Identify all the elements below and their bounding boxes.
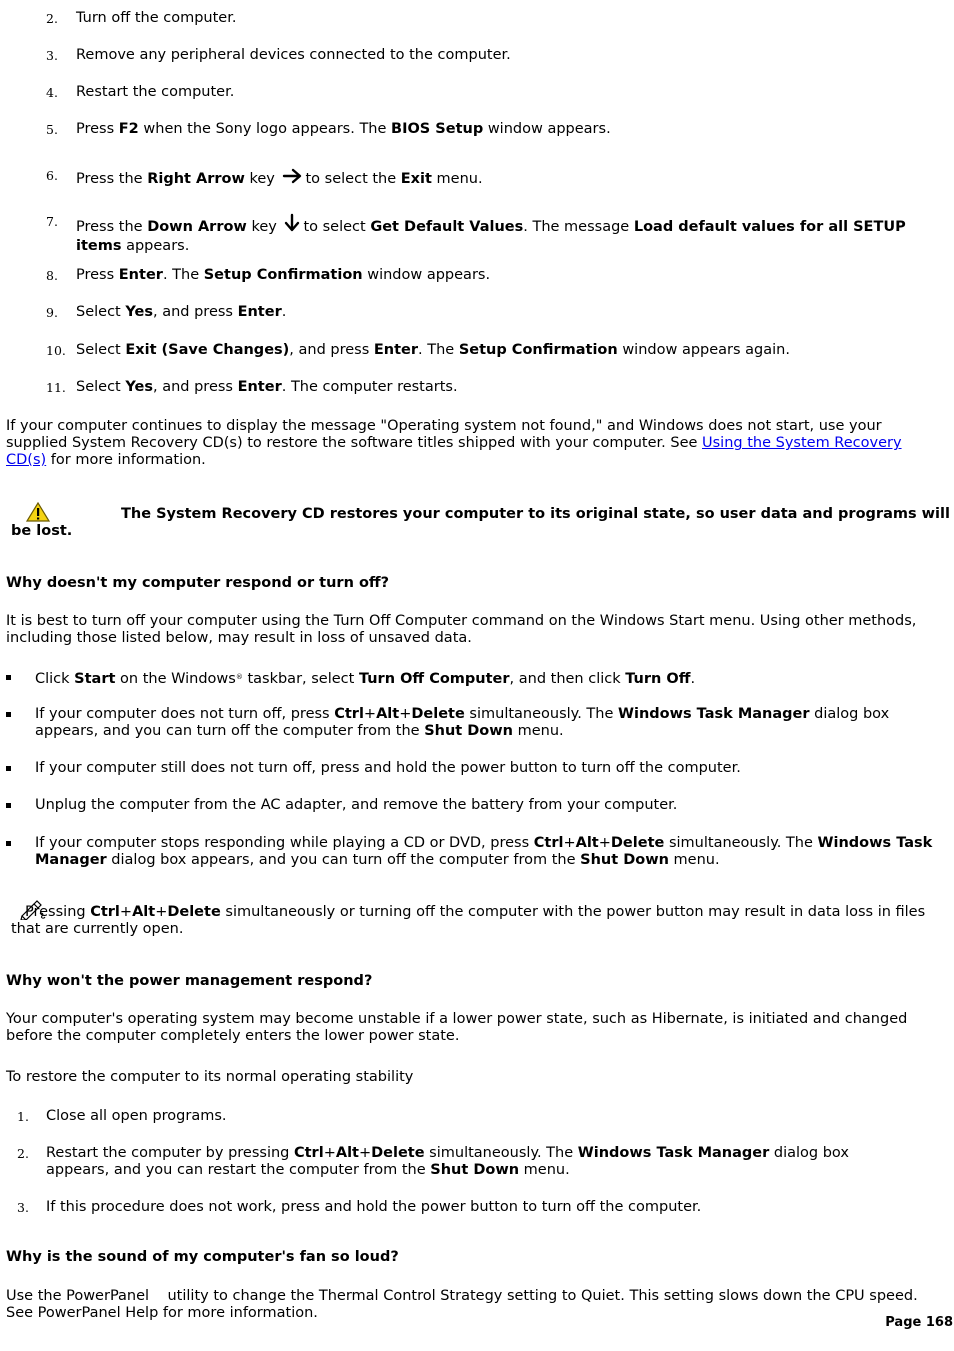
step-number: 2. xyxy=(17,1146,29,1161)
text-run: simultaneously. The xyxy=(424,1145,578,1161)
bold-text: Delete xyxy=(167,904,221,920)
recovery-paragraph xyxy=(6,418,946,469)
bullet-marker xyxy=(6,712,11,717)
step-text xyxy=(76,47,936,64)
text-run: Select xyxy=(76,379,126,395)
text-run: Select xyxy=(76,342,126,358)
bold-text: Start xyxy=(74,671,116,687)
text-run: key xyxy=(244,171,280,187)
text-run: to select the xyxy=(305,171,401,187)
text-run: simultaneously. The xyxy=(664,835,818,851)
bold-text: Shut Down xyxy=(580,852,669,868)
step-text xyxy=(76,304,936,321)
text-run: , and press xyxy=(289,342,374,358)
bullet-marker xyxy=(6,803,11,808)
text-run: dialog box appears, and you can turn off the computer from the xyxy=(35,706,890,739)
bold-text: Windows Task Manager xyxy=(35,835,933,868)
bold-text: Enter xyxy=(237,379,282,395)
bold-text: Delete xyxy=(411,706,465,722)
step-number: 9. xyxy=(46,305,58,320)
paragraph-restore-intro: To restore the computer to its normal operating stability xyxy=(6,1069,414,1085)
step-number: 2. xyxy=(46,11,58,26)
text-run: when the Sony logo appears. The xyxy=(138,121,392,137)
bold-text: Shut Down xyxy=(430,1162,520,1178)
text-run: Press the xyxy=(76,171,148,187)
text-run: key xyxy=(246,219,282,235)
step-text xyxy=(46,1199,926,1216)
bold-text: F2 xyxy=(118,121,139,137)
step-number: 5. xyxy=(46,122,58,137)
text-run: . The xyxy=(162,267,204,283)
text-run: Press xyxy=(76,267,119,283)
bold-text: Right Arrow xyxy=(147,171,245,187)
step-number: 3. xyxy=(17,1200,29,1215)
step-text xyxy=(46,1108,926,1125)
step-text xyxy=(76,213,936,255)
text-run: ® xyxy=(235,673,243,681)
text-run: window appears. xyxy=(362,267,491,283)
note-pen-icon xyxy=(20,900,46,925)
text-run: to select xyxy=(303,219,371,235)
text-run: + xyxy=(358,1145,372,1161)
text-run: appears. xyxy=(121,238,190,254)
text-run: . The xyxy=(418,342,459,358)
step-text xyxy=(46,1145,876,1179)
step-number: 4. xyxy=(46,85,58,100)
text-run: Pressing xyxy=(25,904,91,920)
bold-text: Enter xyxy=(237,304,282,320)
bold-text: Exit xyxy=(400,171,432,187)
text-run: on the Windows xyxy=(115,671,236,687)
bold-text: Load default values for all SETUP items xyxy=(76,219,906,254)
step-text xyxy=(76,121,936,138)
step-number: 3. xyxy=(46,48,58,63)
text-run: , and then click xyxy=(509,671,626,687)
text-run: Unplug the computer from the AC adapter, and remove the battery from your computer. xyxy=(35,797,678,813)
page-number: Page 168 xyxy=(885,1315,953,1330)
text-run: menu. xyxy=(668,852,720,868)
note-text xyxy=(11,904,946,938)
bullet-marker xyxy=(6,675,11,680)
text-run: Select xyxy=(76,304,126,320)
text-run: , and press xyxy=(152,379,238,395)
text-run: + xyxy=(399,706,412,722)
bold-text: Exit (Save Changes) xyxy=(125,342,290,358)
bold-text: Windows Task Manager xyxy=(617,706,810,722)
text-run: . The message xyxy=(523,219,634,235)
step-text xyxy=(76,167,936,190)
right-arrow-icon xyxy=(282,167,304,190)
step-number: 6. xyxy=(46,168,58,183)
bullet-text xyxy=(35,706,910,740)
heading-respond: Why doesn't my computer respond or turn off? xyxy=(6,575,390,591)
text-run: If your computer stops responding while playing a CD or DVD, press xyxy=(35,835,534,851)
recovery-cd-link[interactable]: Using the System Recovery CD(s) xyxy=(6,435,902,468)
bold-text: Down Arrow xyxy=(147,219,247,235)
bold-text: Alt xyxy=(575,835,599,851)
text-run: + xyxy=(598,835,611,851)
bold-text: Ctrl xyxy=(293,1145,324,1161)
bold-text: Delete xyxy=(610,835,665,851)
text-run: menu. xyxy=(512,723,564,739)
step-text xyxy=(76,379,936,396)
bold-text: Alt xyxy=(132,904,156,920)
text-run: + xyxy=(323,1145,336,1161)
bold-text: Ctrl xyxy=(334,706,364,722)
bold-text: Enter xyxy=(118,267,163,283)
paragraph-turn-off: It is best to turn off your computer using the Turn Off Computer command on the Windows Start menu. Using other methods, including those listed below, may result in loss of unsaved data. xyxy=(6,613,917,646)
step-text xyxy=(76,267,866,284)
text-run: Close all open programs. xyxy=(46,1108,227,1124)
bold-text: Ctrl xyxy=(533,835,564,851)
step-number: 7. xyxy=(46,214,58,229)
bold-text: Windows Task Manager xyxy=(577,1145,770,1161)
text-run: Restart the computer. xyxy=(76,84,235,100)
text-run: Restart the computer by pressing xyxy=(46,1145,294,1161)
text-run: Press the xyxy=(76,219,148,235)
bold-text: Enter xyxy=(373,342,419,358)
bullet-marker xyxy=(6,766,11,771)
text-run: . The computer restarts. xyxy=(281,379,458,395)
text-run: . xyxy=(690,671,696,687)
text-run: simultaneously. The xyxy=(464,706,618,722)
text-run: If your computer still does not turn off, press and hold the power button to turn off the computer. xyxy=(35,760,741,776)
text-run: . xyxy=(281,304,287,320)
bold-text: Alt xyxy=(335,1145,359,1161)
text-run: + xyxy=(155,904,168,920)
paragraph-power-state: Your computer's operating system may become unstable if a lower power state, such as Hibernate, is initiated and changed before the computer completely enters the lower power state. xyxy=(6,1011,908,1044)
text-run: , and press xyxy=(152,304,238,320)
step-number: 8. xyxy=(46,268,58,283)
bold-text: Ctrl xyxy=(90,904,120,920)
text-run: + xyxy=(563,835,576,851)
text-run: dialog box appears, and you can turn off the computer from the xyxy=(106,852,581,868)
text-run: If this procedure does not work, press and hold the power button to turn off the computer. xyxy=(46,1199,702,1215)
text-run: + xyxy=(119,904,133,920)
recovery-text-before: If your computer continues to display the message "Operating system not found," and Windows does not start, use your supplied System Recovery CD(s) to restore the software titles shipped with your computer. See xyxy=(6,418,882,451)
bold-text: BIOS Setup xyxy=(391,121,484,137)
bullet-text xyxy=(35,835,935,869)
text-run: menu. xyxy=(431,171,483,187)
bullet-text xyxy=(35,669,935,688)
bullet-text xyxy=(35,797,935,814)
warning-text: The System Recovery CD restores your computer to its original state, so user data and programs will be lost. xyxy=(11,506,950,539)
heading-fan-loud: Why is the sound of my computer's fan so loud? xyxy=(6,1249,399,1265)
text-run: Remove any peripheral devices connected to the computer. xyxy=(76,47,511,63)
bold-text: Turn Off Computer xyxy=(358,671,510,687)
step-text xyxy=(76,10,936,27)
text-run: dialog box appears, and you can restart the computer from the xyxy=(46,1145,849,1178)
text-run: menu. xyxy=(519,1162,570,1178)
text-run: window appears. xyxy=(483,121,611,137)
paragraph-powerpanel: Use the PowerPanel utility to change the Thermal Control Strategy setting to Quiet. This setting slows down the CPU speed. See PowerPanel Help for more information. xyxy=(6,1288,923,1321)
bullet-text xyxy=(35,760,935,777)
step-number: 1. xyxy=(17,1109,29,1124)
step-text xyxy=(76,84,936,101)
step-number: 11. xyxy=(46,380,66,395)
text-run: taskbar, select xyxy=(242,671,359,687)
heading-power-management: Why won't the power management respond? xyxy=(6,973,373,989)
bold-text: Get Default Values xyxy=(370,219,524,235)
step-number: 10. xyxy=(46,343,66,358)
bold-text: Shut Down xyxy=(424,723,513,739)
recovery-text-after: for more information. xyxy=(46,452,206,468)
text-run: + xyxy=(363,706,377,722)
bold-text: Setup Confirmation xyxy=(203,267,363,283)
bold-text: Turn Off xyxy=(625,671,691,687)
text-run: If your computer does not turn off, press xyxy=(35,706,335,722)
text-run: Press xyxy=(76,121,119,137)
bold-text: Yes xyxy=(125,304,153,320)
step-text xyxy=(76,342,936,359)
text-run: Turn off the computer. xyxy=(76,10,237,26)
bold-text: Setup Confirmation xyxy=(458,342,618,358)
bold-text: Delete xyxy=(371,1145,425,1161)
bold-text: Yes xyxy=(125,379,153,395)
text-run: Click xyxy=(35,671,75,687)
bold-text: Alt xyxy=(376,706,400,722)
bullet-marker xyxy=(6,841,11,846)
text-run: window appears again. xyxy=(617,342,790,358)
down-arrow-icon xyxy=(283,213,301,238)
text-run: simultaneously or turning off the computer with the power button may result in data loss in files that are currently open. xyxy=(11,904,926,937)
